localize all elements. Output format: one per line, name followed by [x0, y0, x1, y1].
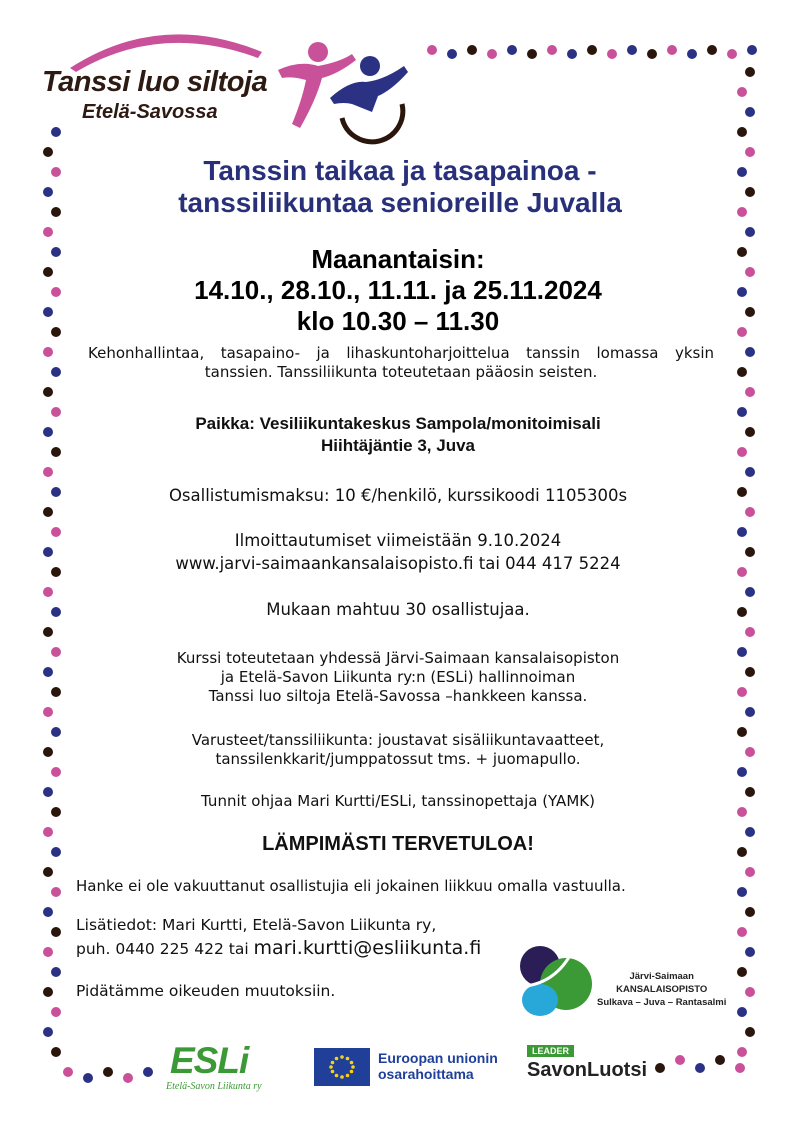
border-dot — [51, 327, 61, 337]
border-dot — [745, 467, 755, 477]
disclaimer-text: Pidätämme oikeuden muutoksiin. — [76, 982, 336, 1000]
border-dot — [143, 1067, 153, 1077]
eu-flag-icon — [314, 1048, 370, 1086]
border-dot — [51, 847, 61, 857]
border-dot — [745, 427, 755, 437]
border-dot — [43, 267, 53, 277]
border-dot — [737, 887, 747, 897]
border-dot — [43, 467, 53, 477]
border-dot — [51, 1047, 61, 1057]
border-dot — [527, 49, 537, 59]
border-dot — [747, 45, 757, 55]
border-dot — [123, 1073, 133, 1083]
border-dot — [51, 167, 61, 177]
kansalaisopisto-line3: Sulkava – Juva – Rantasalmi — [597, 997, 727, 1008]
border-dot — [507, 45, 517, 55]
cooperation-text — [90, 649, 706, 706]
border-dot — [607, 49, 617, 59]
border-dot — [745, 547, 755, 557]
border-dot — [43, 907, 53, 917]
eu-line1: Euroopan unionin — [378, 1050, 498, 1066]
border-dot — [745, 987, 755, 997]
location — [100, 413, 696, 457]
border-dot — [737, 127, 747, 137]
border-dot — [51, 407, 61, 417]
border-dot — [745, 307, 755, 317]
border-dot — [43, 867, 53, 877]
location-line1: Paikka: Vesiliikuntakeskus Sampola/monitoimisali — [195, 414, 601, 433]
border-dot — [737, 247, 747, 257]
border-dot — [467, 45, 477, 55]
border-dot — [43, 507, 53, 517]
eu-stars-icon — [314, 1048, 370, 1086]
cooperation-line3: Tanssi luo siltoja Etelä-Savossa –hankkeen kanssa. — [208, 687, 588, 705]
border-dot — [737, 87, 747, 97]
logo-title: Tanssi luo siltoja — [42, 66, 268, 98]
border-dot — [655, 1063, 665, 1073]
border-dot — [707, 45, 717, 55]
border-dot — [51, 687, 61, 697]
border-dot — [687, 49, 697, 59]
border-dot — [737, 167, 747, 177]
border-dot — [43, 547, 53, 557]
border-dot — [51, 287, 61, 297]
border-dot — [51, 647, 61, 657]
schedule-day: Maanantaisin: — [311, 244, 485, 274]
esli-subtitle: Etelä-Savon Liikunta ry — [166, 1081, 262, 1092]
location-line2: Hiihtäjäntie 3, Juva — [321, 436, 475, 455]
instructor-text: Tunnit ohjaa Mari Kurtti/ESLi, tanssinopettaja (YAMK) — [201, 792, 595, 810]
equipment-line2: tanssilenkkarit/jumppatossut tms. + juomapullo. — [215, 750, 581, 768]
border-dot — [737, 287, 747, 297]
capacity-text: Mukaan mahtuu 30 osallistujaa. — [266, 600, 530, 619]
border-dot — [43, 347, 53, 357]
border-dot — [647, 49, 657, 59]
border-dot — [737, 407, 747, 417]
border-dot — [51, 527, 61, 537]
border-dot — [43, 227, 53, 237]
border-dot — [737, 967, 747, 977]
border-dot — [745, 1027, 755, 1037]
schedule-time: klo 10.30 – 11.30 — [296, 306, 500, 336]
border-dot — [737, 847, 747, 857]
border-dot — [587, 45, 597, 55]
border-dot — [745, 67, 755, 77]
kansalaisopisto-line1: Järvi-Saimaan — [629, 971, 694, 982]
border-dot — [737, 487, 747, 497]
contact-info — [76, 914, 481, 961]
title-line2: tanssiliikuntaa senioreille Juvalla — [178, 187, 622, 218]
registration-deadline: Ilmoittautumiset viimeistään 9.10.2024 — [234, 531, 562, 550]
contact-email[interactable]: mari.kurtti@esliikunta.fi — [253, 937, 482, 959]
border-dot — [745, 787, 755, 797]
border-dot — [43, 827, 53, 837]
eu-text — [378, 1050, 498, 1082]
welcome-heading: LÄMPIMÄSTI TERVETULOA! — [262, 833, 534, 855]
border-dot — [487, 49, 497, 59]
border-dot — [43, 307, 53, 317]
border-dot — [745, 187, 755, 197]
border-dot — [63, 1067, 73, 1077]
border-dot — [745, 147, 755, 157]
leader-badge: LEADER — [527, 1045, 574, 1057]
border-dot — [745, 507, 755, 517]
event-title — [100, 155, 700, 219]
border-dot — [43, 427, 53, 437]
border-dot — [43, 1027, 53, 1037]
border-dot — [745, 667, 755, 677]
kansalaisopisto-line2: KANSALAISOPISTO — [616, 984, 708, 995]
border-dot — [737, 1007, 747, 1017]
border-dot — [667, 45, 677, 55]
border-dot — [43, 707, 53, 717]
border-dot — [43, 627, 53, 637]
border-dot — [745, 747, 755, 757]
border-dot — [745, 627, 755, 637]
border-dot — [737, 527, 747, 537]
equipment-line1: Varusteet/tanssiliikunta: joustavat sisäliikuntavaatteet, — [191, 731, 605, 749]
border-dot — [745, 947, 755, 957]
border-dot — [675, 1055, 685, 1065]
border-dot — [745, 907, 755, 917]
border-dot — [737, 447, 747, 457]
title-line1: Tanssin taikaa ja tasapainoa - — [203, 155, 597, 186]
border-dot — [737, 607, 747, 617]
border-dot — [51, 367, 61, 377]
border-dot — [737, 807, 747, 817]
eu-line2: osarahoittama — [378, 1066, 474, 1082]
contact-line2 — [76, 937, 481, 961]
schedule-dates: 14.10., 28.10., 11.11. ja 25.11.2024 — [194, 275, 602, 305]
border-dot — [745, 347, 755, 357]
border-dot — [51, 767, 61, 777]
border-dot — [745, 387, 755, 397]
insurance-text: Hanke ei ole vakuuttanut osallistujia eli jokainen liikkuu omalla vastuulla. — [76, 877, 626, 895]
border-dot — [51, 487, 61, 497]
contact-line1: Lisätiedot: Mari Kurtti, Etelä-Savon Liikunta ry, — [76, 916, 437, 934]
border-dot — [715, 1055, 725, 1065]
border-dot — [737, 327, 747, 337]
border-dot — [83, 1073, 93, 1083]
border-dot — [737, 647, 747, 657]
border-dot — [745, 267, 755, 277]
border-dot — [745, 107, 755, 117]
kansalaisopisto-text — [597, 970, 726, 1009]
registration-link[interactable]: www.jarvi-saimaankansalaisopisto.fi tai 044 417 5224 — [175, 554, 621, 573]
border-dot — [547, 45, 557, 55]
border-dot — [737, 727, 747, 737]
border-dot — [737, 367, 747, 377]
border-dot — [735, 1063, 745, 1073]
equipment-text — [90, 731, 706, 769]
border-dot — [51, 967, 61, 977]
border-dot — [745, 827, 755, 837]
savonluotsi-wordmark: SavonLuotsi — [527, 1059, 648, 1081]
border-dot — [745, 707, 755, 717]
border-dot — [627, 45, 637, 55]
border-dot — [51, 247, 61, 257]
border-dot — [43, 587, 53, 597]
border-dot — [51, 567, 61, 577]
border-dot — [745, 867, 755, 877]
border-dot — [447, 49, 457, 59]
border-dot — [737, 1047, 747, 1057]
border-dot — [737, 207, 747, 217]
border-dot — [43, 667, 53, 677]
border-dot — [567, 49, 577, 59]
border-dot — [51, 807, 61, 817]
border-dot — [103, 1067, 113, 1077]
intro-text: Kehonhallintaa, tasapaino- ja lihaskuntoharjoittelua tanssin lomassa yksin tanssien. Tanssiliikunta toteutetaan pääosin seisten. — [88, 344, 714, 381]
cooperation-line1: Kurssi toteutetaan yhdessä Järvi-Saimaan kansalaisopiston — [176, 649, 620, 667]
border-dot — [727, 49, 737, 59]
border-dot — [43, 787, 53, 797]
border-dot — [43, 947, 53, 957]
esli-wordmark: ESLi — [170, 1040, 249, 1081]
registration — [90, 529, 706, 575]
border-dot — [51, 887, 61, 897]
border-dot — [51, 207, 61, 217]
cooperation-line2: ja Etelä-Savon Liikunta ry:n (ESLi) hallinnoiman — [220, 668, 576, 686]
contact-phone: puh. 0440 225 422 tai — [76, 940, 254, 958]
border-dot — [51, 927, 61, 937]
fee-text: Osallistumismaksu: 10 €/henkilö, kurssikoodi 1105300s — [168, 486, 628, 505]
logo-subtitle: Etelä-Savossa — [82, 101, 218, 123]
border-dot — [51, 607, 61, 617]
kansalaisopisto-emblem — [516, 942, 600, 1020]
border-dot — [43, 187, 53, 197]
border-dot — [745, 227, 755, 237]
border-dot — [737, 927, 747, 937]
border-dot — [695, 1063, 705, 1073]
border-dot — [43, 387, 53, 397]
border-dot — [737, 567, 747, 577]
border-dot — [51, 727, 61, 737]
border-dot — [737, 687, 747, 697]
border-dot — [43, 747, 53, 757]
border-dot — [745, 587, 755, 597]
border-dot — [51, 447, 61, 457]
border-dot — [737, 767, 747, 777]
border-dot — [43, 987, 53, 997]
schedule — [100, 244, 696, 337]
border-dot — [51, 1007, 61, 1017]
